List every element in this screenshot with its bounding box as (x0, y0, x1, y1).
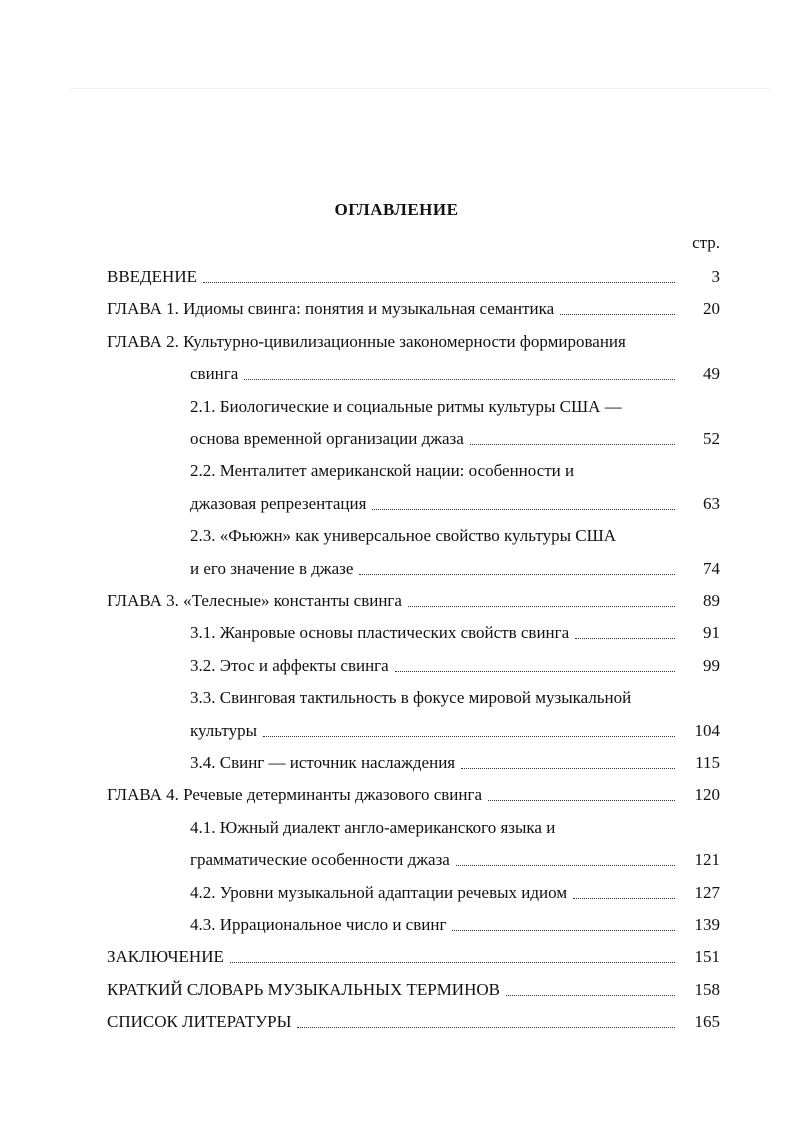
toc-entry-line (190, 845, 675, 871)
toc-entry-text: ГЛАВА 3. «Телесные» константы свинга (107, 591, 402, 610)
toc-page-number: 120 (694, 785, 720, 805)
toc-entry-text: ЗАКЛЮЧЕНИЕ (107, 947, 224, 967)
dot-leader (560, 314, 675, 315)
toc-entry-line (107, 294, 675, 320)
toc-entry-line (190, 716, 675, 742)
toc-entry-line (190, 813, 660, 839)
toc-entry-line (190, 878, 675, 904)
toc-page-number: 63 (703, 493, 720, 513)
dot-leader (408, 606, 675, 607)
toc-entry-line (190, 424, 675, 450)
toc-entry-line (190, 456, 660, 482)
toc-page-number: 104 (694, 720, 720, 740)
page-title: ОГЛАВЛЕНИЕ (334, 200, 459, 219)
dot-leader (575, 638, 675, 639)
dot-leader (359, 574, 675, 575)
dot-leader (263, 736, 675, 737)
toc-entry-text: ГЛАВА 4. Речевые детерминанты джазового свинга (107, 785, 483, 805)
toc-entry-line (190, 521, 660, 547)
dot-leader (506, 995, 675, 996)
dot-leader (244, 379, 675, 380)
dot-leader (230, 962, 675, 963)
toc-entry-text: КРАТКИЙ СЛОВАРЬ МУЗЫКАЛЬНЫХ ТЕРМИНОВ (107, 979, 500, 999)
toc-entry-line (107, 262, 675, 288)
toc-page-number: 49 (703, 364, 720, 384)
toc-page-number: 89 (703, 591, 720, 610)
toc-entry-text: ГЛАВА 2. Культурно-цивилизационные закономерности формирования (107, 331, 626, 351)
toc-entry-text: грамматические особенности джаза (190, 850, 450, 870)
toc-entry-line (107, 327, 660, 353)
toc-page-number: 158 (694, 979, 720, 999)
toc-entry-line (190, 683, 660, 709)
toc-page-number: 127 (694, 882, 720, 902)
toc-page-number: 121 (694, 850, 720, 870)
dot-leader (297, 1027, 675, 1028)
dot-leader (456, 865, 675, 866)
toc-entry-text: и его значение в джазе (190, 558, 354, 578)
dot-leader (372, 509, 675, 510)
pages-column-header: стр. (692, 233, 720, 252)
toc-entry-line (190, 489, 675, 515)
toc-entry-text: 4.2. Уровни музыкальной адаптации речевых идиом (190, 882, 568, 902)
dot-leader (573, 898, 675, 899)
toc-page-number: 99 (703, 655, 720, 675)
toc-entry-line (107, 586, 675, 612)
toc-entry-line (190, 392, 660, 418)
dot-leader (470, 444, 675, 445)
toc-entry-text: 2.1. Биологические и социальные ритмы культуры США — (190, 396, 622, 416)
toc-page-number: 165 (694, 1012, 720, 1032)
toc-entry-text: СПИСОК ЛИТЕРАТУРЫ (107, 1012, 292, 1032)
toc-entry-text: культуры (190, 720, 257, 740)
toc-page-number: 91 (703, 623, 720, 643)
toc-entry-text: свинга (190, 364, 239, 384)
toc-entry-line (190, 359, 675, 385)
toc-entry-text: 4.3. Иррациональное число и свинг (190, 915, 447, 934)
toc-entry-text: 3.3. Свинговая тактильность в фокусе мировой музыкальной (190, 688, 632, 708)
toc-page-number: 139 (694, 915, 720, 934)
toc-entry-line (190, 651, 675, 677)
toc-entry-text: 4.1. Южный диалект англо-американского языка и (190, 817, 556, 837)
toc-page-number: 151 (694, 947, 720, 967)
toc-entry-text: ВВЕДЕНИЕ (107, 267, 197, 286)
dot-leader (395, 671, 675, 672)
toc-page-number: 3 (711, 267, 720, 286)
toc-page-number: 52 (703, 429, 720, 448)
toc-entry-line (190, 910, 675, 936)
dot-leader (461, 768, 675, 769)
dot-leader (488, 800, 675, 801)
toc-entry-text: 3.1. Жанровые основы пластических свойств свинга (190, 623, 570, 643)
toc-entry-text: джазовая репрезентация (190, 493, 367, 513)
toc-entry-text: ГЛАВА 1. Идиомы свинга: понятия и музыкальная семантика (107, 299, 555, 319)
toc-entry-text: основа временной организации джаза (190, 429, 464, 448)
toc-entry-line (107, 975, 675, 1001)
dot-leader (203, 282, 675, 283)
toc-entry-line (190, 554, 675, 580)
toc-entry-line (190, 748, 675, 774)
toc-entry-text: 3.4. Свинг — источник наслаждения (190, 753, 456, 772)
toc-page-number: 115 (695, 753, 720, 772)
toc-page-number: 74 (703, 558, 720, 578)
dot-leader (452, 930, 675, 931)
toc-entry-line (107, 1007, 675, 1033)
toc-entry-text: 3.2. Этос и аффекты свинга (190, 655, 389, 675)
toc-entry-line (190, 618, 675, 644)
toc-entry-line (107, 942, 675, 968)
toc-page-number: 20 (703, 299, 720, 319)
toc-entry-line (107, 780, 675, 806)
toc-entry-text: 2.2. Менталитет американской нации: особенности и (190, 461, 575, 481)
toc-entry-text: 2.3. «Фьюжн» как универсальное свойство культуры США (190, 526, 617, 546)
